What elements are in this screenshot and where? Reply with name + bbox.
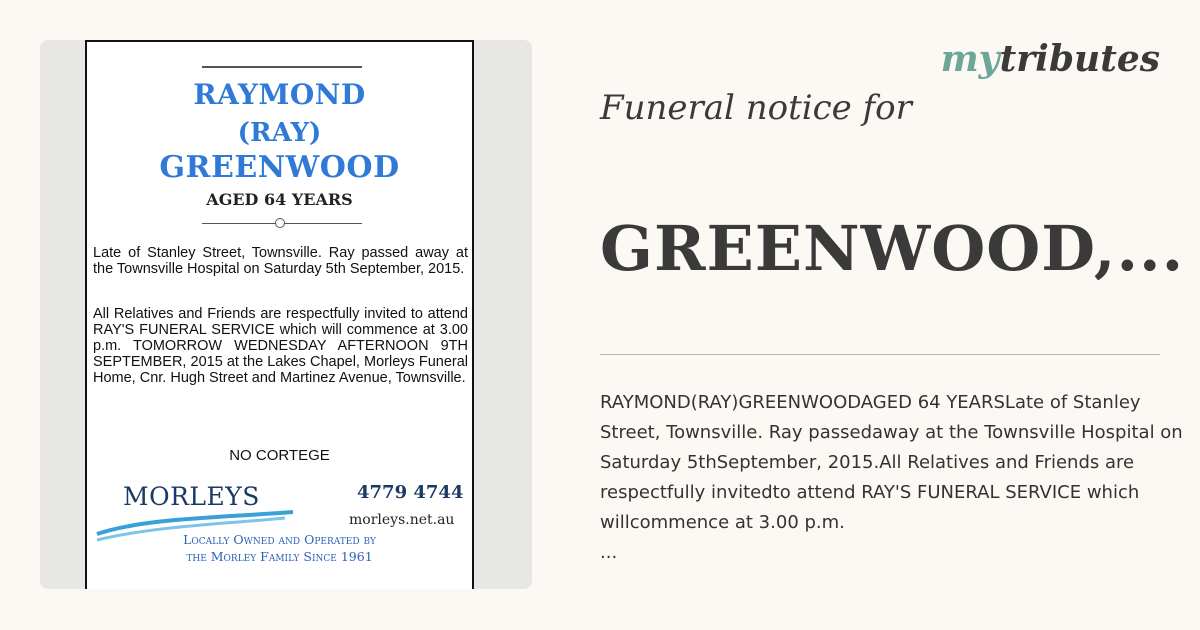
mytributes-logo[interactable] — [941, 38, 1160, 80]
notice-paragraph-1: Late of Stanley Street, Townsville. Ray passed away at the Townsville Hospital on Saturday 5th September, 2015. — [93, 245, 468, 277]
funeral-home-website: morleys.net.au — [349, 512, 455, 528]
section-divider — [600, 354, 1160, 355]
notice-name-line1: RAYMOND — [193, 78, 366, 111]
notice-tagline-2: the Morley Family Since 1961 — [186, 549, 373, 564]
funeral-home-logo: MORLEYS — [123, 482, 260, 511]
notice-excerpt-text: RAYMOND(RAY)GREENWOODAGED 64 YEARSLate of Stanley Street, Townsville. Ray passedaway at the Townsville Hospital on Saturday 5thSeptember, 2015.All Relatives and Friends are respectfully invitedto attend RAY'S FUNERAL SERVICE which willcommence at 3.00 p.m. — [600, 392, 1183, 533]
funeral-home-phone: 4779 4744 — [357, 482, 464, 503]
notice-excerpt — [600, 388, 1185, 568]
notice-tagline-1: Locally Owned and Operated by — [183, 532, 376, 547]
notice-paragraph-2: All Relatives and Friends are respectfully invited to attend RAY'S FUNERAL SERVICE which will commence at 3.00 p.m. TOMORROW WEDNESDAY AFTERNOON 9TH SEPTEMBER, 2015 at the Lakes Chapel, Morleys Funeral Home, Cnr. Hugh Street and Martinez Avenue, Townsville. — [93, 306, 468, 386]
notice-excerpt-ellipsis: ... — [600, 542, 618, 563]
notice-intro: Funeral notice for — [600, 88, 912, 128]
notice-top-rule — [202, 66, 362, 68]
notice-divider-ornament — [275, 218, 285, 228]
logo-tributes: tributes — [999, 38, 1160, 80]
notice-name-line3: GREENWOOD — [159, 150, 400, 185]
notice-cortege: NO CORTEGE — [229, 447, 330, 464]
funeral-notice-image — [85, 40, 474, 589]
notice-age: AGED 64 YEARS — [206, 190, 353, 209]
deceased-name-title: GREENWOOD,... — [600, 212, 1185, 285]
notice-name-line2: (RAY) — [237, 118, 322, 148]
logo-my: my — [940, 38, 1000, 80]
